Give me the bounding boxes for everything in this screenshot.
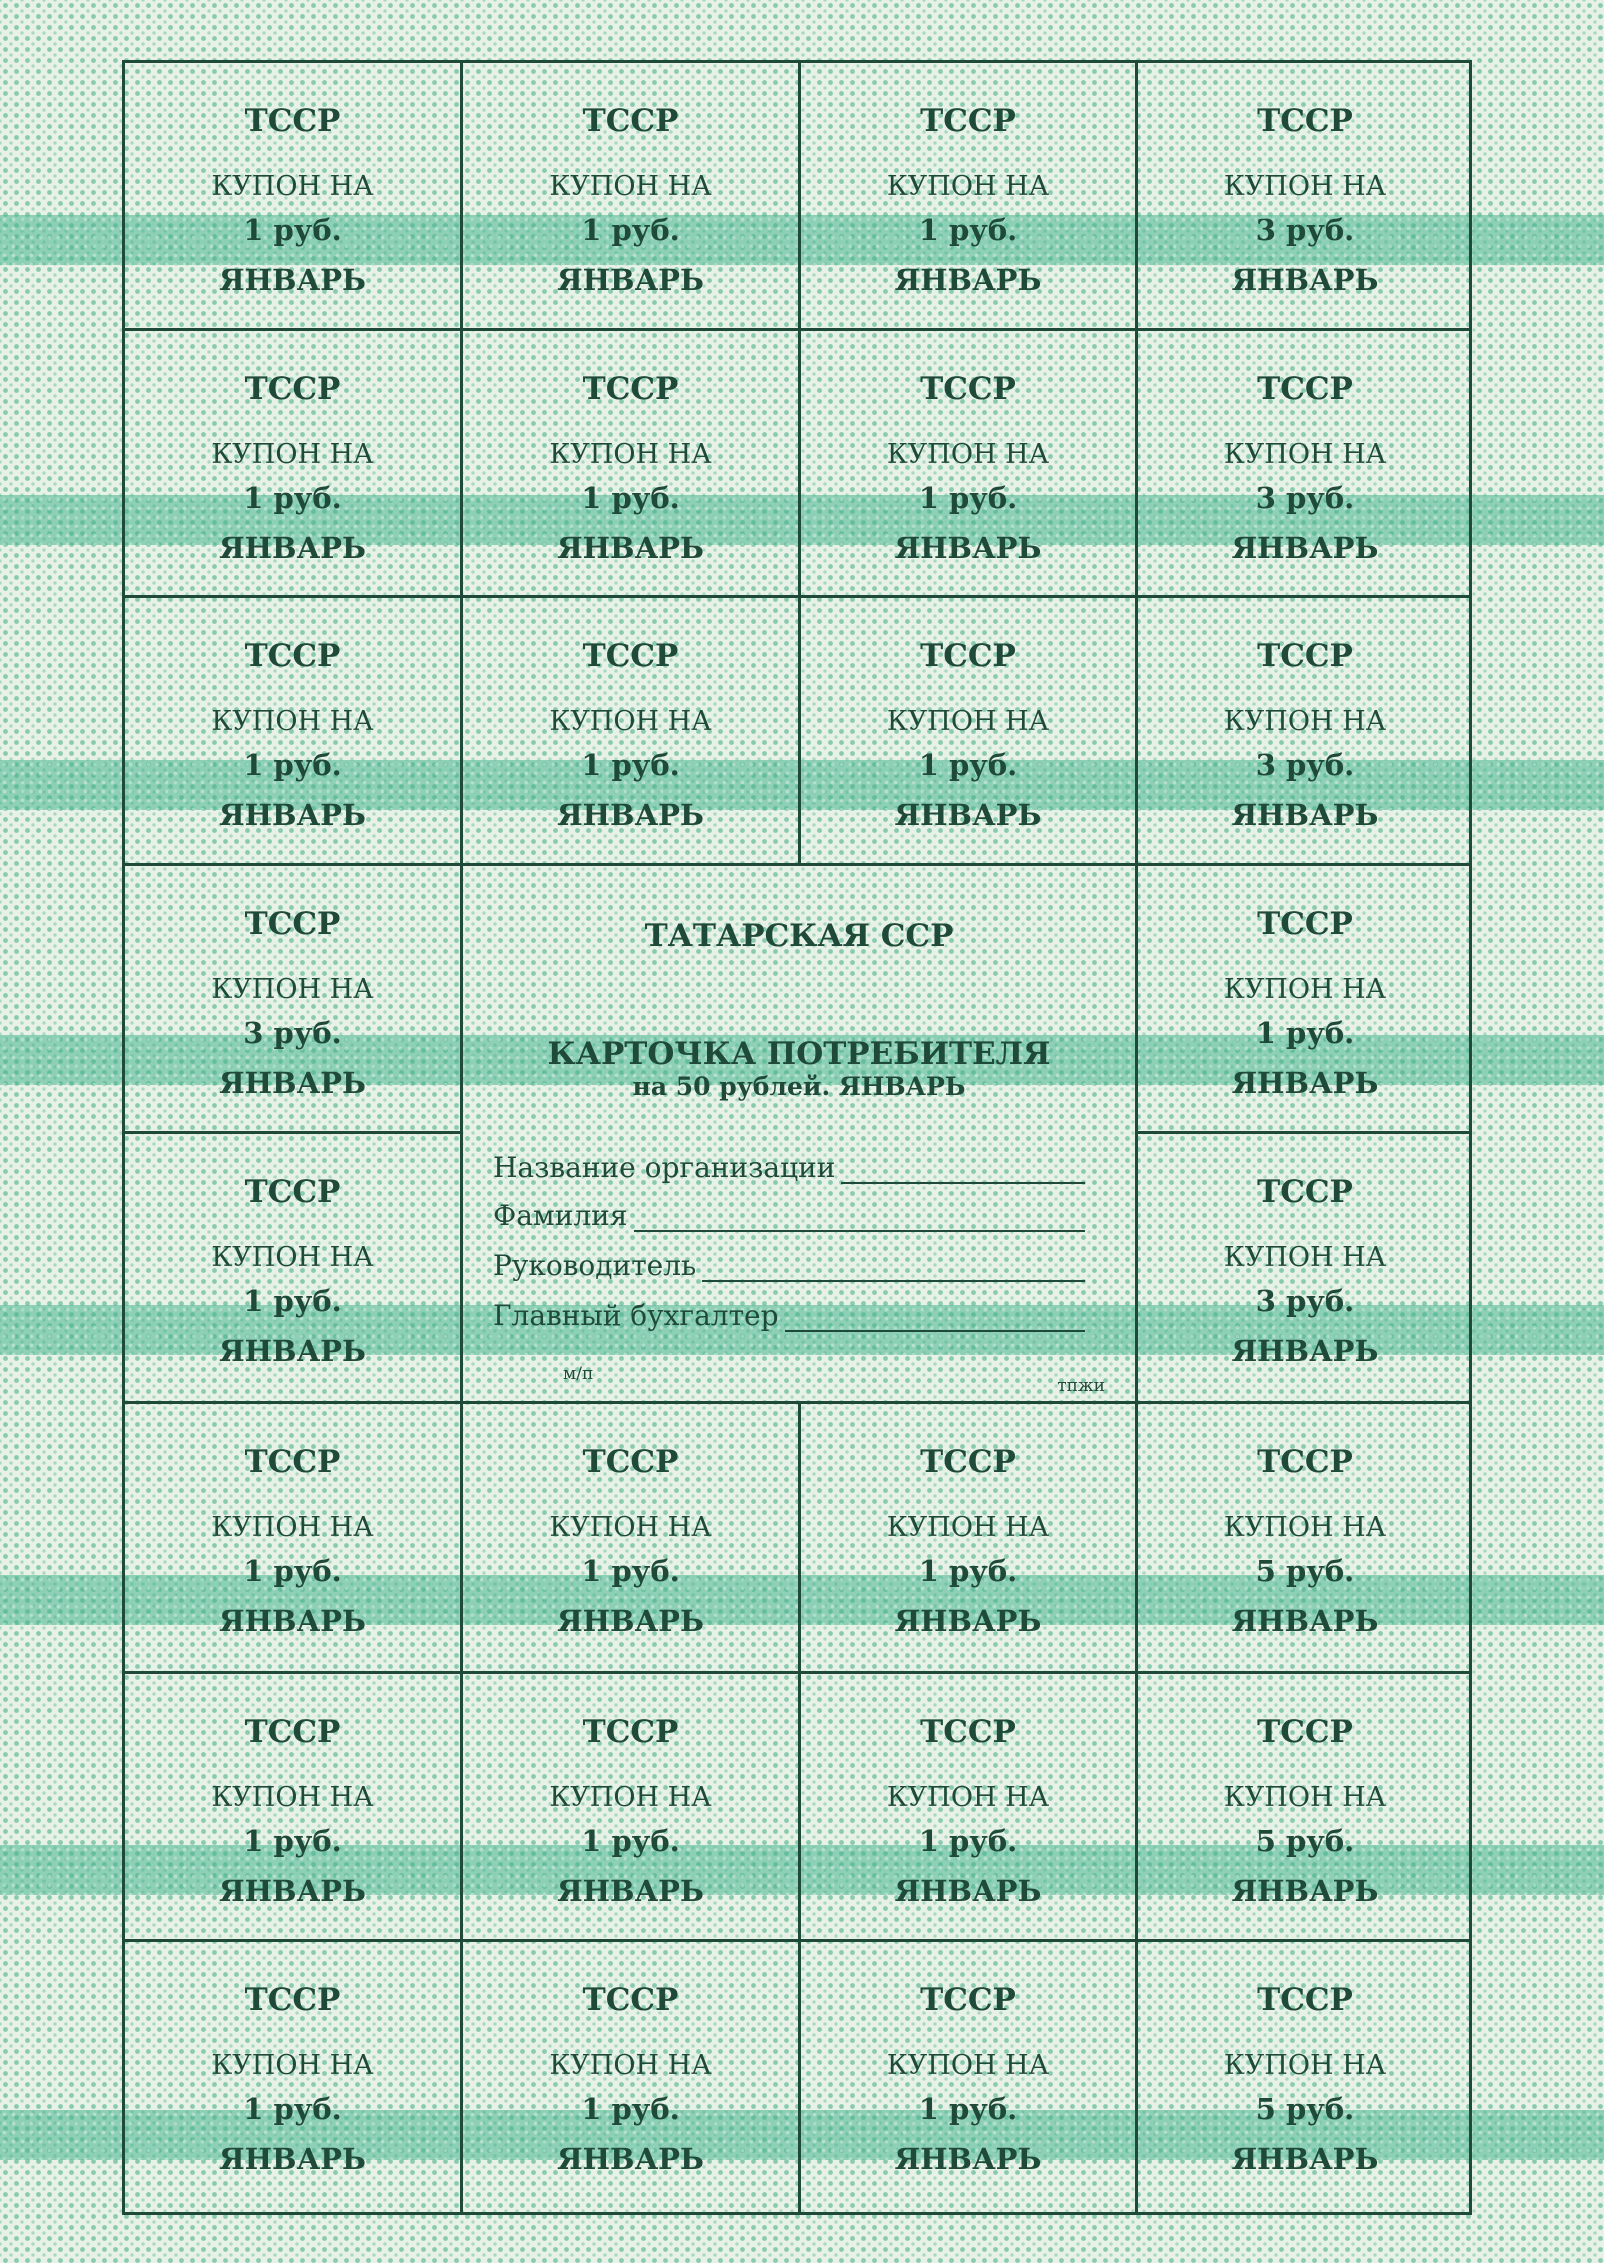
coupon-month: ЯНВАРЬ bbox=[894, 1604, 1042, 1638]
coupon-republic: ТССР bbox=[920, 1444, 1016, 1480]
coupon bbox=[125, 1134, 463, 1404]
coupon-month: ЯНВАРЬ bbox=[1231, 798, 1379, 832]
coupon-month: ЯНВАРЬ bbox=[1231, 1066, 1379, 1100]
coupon-amount: 1 руб. bbox=[581, 1554, 680, 1588]
coupon-amount: 3 руб. bbox=[243, 1016, 342, 1050]
coupon-month: ЯНВАРЬ bbox=[557, 1874, 704, 1908]
coupon bbox=[1138, 1674, 1472, 1942]
coupon-amount: 3 руб. bbox=[1255, 1284, 1355, 1318]
coupon-republic: ТССР bbox=[244, 103, 341, 139]
coupon-amount: 1 руб. bbox=[918, 481, 1018, 515]
coupon bbox=[801, 598, 1138, 866]
coupon-month: ЯНВАРЬ bbox=[219, 531, 366, 565]
coupon bbox=[801, 1674, 1138, 1942]
coupon-amount: 1 руб. bbox=[918, 1554, 1018, 1588]
field-line bbox=[702, 1252, 1085, 1282]
printer-mark: тпжи bbox=[1057, 1376, 1105, 1396]
coupon-month: ЯНВАРЬ bbox=[1231, 1874, 1379, 1908]
coupon-label: КУПОН НА bbox=[211, 974, 374, 1005]
coupon-month: ЯНВАРЬ bbox=[1231, 2142, 1379, 2176]
coupon-amount: 1 руб. bbox=[581, 213, 680, 247]
coupon-month: ЯНВАРЬ bbox=[1231, 263, 1379, 297]
coupon-amount: 1 руб. bbox=[918, 213, 1018, 247]
coupon-republic: ТССР bbox=[244, 1444, 341, 1480]
coupon-republic: ТССР bbox=[1257, 906, 1353, 942]
coupon-label: КУПОН НА bbox=[1223, 439, 1387, 470]
card-subtitle: на 50 рублей. ЯНВАРЬ bbox=[632, 1072, 966, 1101]
coupon bbox=[1138, 1134, 1472, 1404]
coupon-republic: ТССР bbox=[244, 638, 341, 674]
coupon-month: ЯНВАРЬ bbox=[1231, 531, 1379, 565]
coupon-label: КУПОН НА bbox=[886, 706, 1050, 737]
coupon-amount: 1 руб. bbox=[918, 748, 1018, 782]
coupon bbox=[801, 1942, 1138, 2212]
coupon-label: КУПОН НА bbox=[1223, 706, 1387, 737]
coupon-month: ЯНВАРЬ bbox=[1231, 1334, 1379, 1368]
coupon-republic: ТССР bbox=[582, 638, 679, 674]
coupon-month: ЯНВАРЬ bbox=[219, 1604, 366, 1638]
coupon-republic: ТССР bbox=[920, 371, 1016, 407]
coupon-republic: ТССР bbox=[582, 371, 679, 407]
coupon-amount: 3 руб. bbox=[1255, 213, 1355, 247]
coupon bbox=[801, 1404, 1138, 1674]
coupon-republic: ТССР bbox=[1257, 1714, 1353, 1750]
coupon-republic: ТССР bbox=[1257, 371, 1353, 407]
coupon-amount: 1 руб. bbox=[918, 2092, 1018, 2126]
coupon-label: КУПОН НА bbox=[549, 171, 712, 202]
coupon-republic: ТССР bbox=[1257, 1444, 1353, 1480]
coupon bbox=[463, 331, 801, 598]
coupon-label: КУПОН НА bbox=[1223, 171, 1387, 202]
director-field[interactable] bbox=[493, 1242, 1085, 1282]
coupon bbox=[1138, 598, 1472, 866]
coupon-republic: ТССР bbox=[1257, 1174, 1353, 1210]
coupon-month: ЯНВАРЬ bbox=[557, 1604, 704, 1638]
coupon-month: ЯНВАРЬ bbox=[219, 263, 366, 297]
coupon-month: ЯНВАРЬ bbox=[894, 1874, 1042, 1908]
coupon-republic: ТССР bbox=[244, 1714, 341, 1750]
coupon-amount: 1 руб. bbox=[581, 1824, 680, 1858]
coupon-label: КУПОН НА bbox=[1223, 1242, 1387, 1273]
coupon bbox=[1138, 1942, 1472, 2212]
coupon-republic: ТССР bbox=[244, 1982, 341, 2018]
coupon-label: КУПОН НА bbox=[549, 2050, 712, 2081]
coupon bbox=[801, 63, 1138, 331]
coupon-republic: ТССР bbox=[920, 103, 1016, 139]
coupon-month: ЯНВАРЬ bbox=[894, 531, 1042, 565]
coupon-month: ЯНВАРЬ bbox=[219, 1066, 366, 1100]
coupon-republic: ТССР bbox=[920, 1982, 1016, 2018]
field-line bbox=[841, 1154, 1085, 1184]
coupon-republic: ТССР bbox=[582, 1714, 679, 1750]
coupon-month: ЯНВАРЬ bbox=[219, 1334, 366, 1368]
coupon-month: ЯНВАРЬ bbox=[894, 2142, 1042, 2176]
coupon bbox=[463, 1404, 801, 1674]
stamp-place-label: м/п bbox=[563, 1364, 594, 1384]
coupon bbox=[463, 598, 801, 866]
coupon-month: ЯНВАРЬ bbox=[1231, 1604, 1379, 1638]
coupon bbox=[463, 1674, 801, 1942]
coupon-amount: 3 руб. bbox=[1255, 481, 1355, 515]
coupon-label: КУПОН НА bbox=[1223, 1512, 1387, 1543]
field-label: Главный бухгалтер bbox=[493, 1299, 779, 1332]
coupon bbox=[125, 1942, 463, 2212]
coupon-republic: ТССР bbox=[1257, 638, 1353, 674]
coupon-label: КУПОН НА bbox=[211, 706, 374, 737]
coupon-label: КУПОН НА bbox=[886, 1512, 1050, 1543]
coupon-amount: 1 руб. bbox=[243, 1554, 342, 1588]
coupon bbox=[463, 63, 801, 331]
coupon-amount: 1 руб. bbox=[581, 481, 680, 515]
coupon bbox=[1138, 331, 1472, 598]
coupon-amount: 1 руб. bbox=[243, 1284, 342, 1318]
coupon-amount: 1 руб. bbox=[581, 748, 680, 782]
coupon-month: ЯНВАРЬ bbox=[219, 2142, 366, 2176]
coupon-label: КУПОН НА bbox=[1223, 974, 1387, 1005]
coupon-label: КУПОН НА bbox=[211, 171, 374, 202]
field-label: Руководитель bbox=[493, 1249, 697, 1282]
coupon-sheet bbox=[122, 60, 1472, 2215]
surname-field[interactable] bbox=[493, 1192, 1085, 1232]
coupon-republic: ТССР bbox=[244, 906, 341, 942]
coupon-republic: ТССР bbox=[920, 1714, 1016, 1750]
coupon-label: КУПОН НА bbox=[211, 1512, 374, 1543]
coupon bbox=[801, 331, 1138, 598]
coupon bbox=[125, 866, 463, 1134]
coupon-amount: 5 руб. bbox=[1255, 2092, 1355, 2126]
coupon-republic: ТССР bbox=[1257, 1982, 1353, 2018]
coupon bbox=[125, 63, 463, 331]
coupon-label: КУПОН НА bbox=[211, 1242, 374, 1273]
card-title: КАРТОЧКА ПОТРЕБИТЕЛЯ bbox=[547, 1036, 1051, 1072]
consumer-card-panel bbox=[463, 866, 1138, 1404]
chief-accountant-field[interactable] bbox=[493, 1292, 1085, 1332]
coupon bbox=[125, 1404, 463, 1674]
coupon-month: ЯНВАРЬ bbox=[557, 2142, 704, 2176]
coupon-month: ЯНВАРЬ bbox=[557, 798, 704, 832]
coupon-amount: 1 руб. bbox=[581, 2092, 680, 2126]
coupon-month: ЯНВАРЬ bbox=[557, 531, 704, 565]
coupon-republic: ТССР bbox=[244, 1174, 341, 1210]
coupon bbox=[1138, 866, 1472, 1134]
coupon-amount: 1 руб. bbox=[243, 481, 342, 515]
coupon-amount: 1 руб. bbox=[243, 748, 342, 782]
coupon-republic: ТССР bbox=[1257, 103, 1353, 139]
coupon-label: КУПОН НА bbox=[211, 2050, 374, 2081]
coupon-amount: 5 руб. bbox=[1255, 1554, 1355, 1588]
coupon-republic: ТССР bbox=[582, 1982, 679, 2018]
coupon-label: КУПОН НА bbox=[1223, 2050, 1387, 2081]
coupon-label: КУПОН НА bbox=[886, 171, 1050, 202]
coupon-republic: ТССР bbox=[582, 103, 679, 139]
coupon bbox=[1138, 63, 1472, 331]
coupon-republic: ТССР bbox=[244, 371, 341, 407]
coupon-label: КУПОН НА bbox=[211, 1782, 374, 1813]
field-label: Название организации bbox=[493, 1151, 836, 1184]
organization-field[interactable] bbox=[493, 1144, 1085, 1184]
coupon-republic: ТССР bbox=[582, 1444, 679, 1480]
coupon bbox=[125, 1674, 463, 1942]
coupon-label: КУПОН НА bbox=[886, 2050, 1050, 2081]
coupon bbox=[125, 331, 463, 598]
coupon-label: КУПОН НА bbox=[1223, 1782, 1387, 1813]
coupon-label: КУПОН НА bbox=[211, 439, 374, 470]
field-line bbox=[634, 1202, 1086, 1232]
coupon-month: ЯНВАРЬ bbox=[894, 263, 1042, 297]
coupon-amount: 1 руб. bbox=[243, 2092, 342, 2126]
coupon-amount: 1 руб. bbox=[243, 213, 342, 247]
coupon-month: ЯНВАРЬ bbox=[219, 798, 366, 832]
coupon-amount: 1 руб. bbox=[918, 1824, 1018, 1858]
coupon-month: ЯНВАРЬ bbox=[219, 1874, 366, 1908]
coupon-month: ЯНВАРЬ bbox=[557, 263, 704, 297]
coupon-label: КУПОН НА bbox=[549, 1512, 712, 1543]
coupon bbox=[125, 598, 463, 866]
coupon-label: КУПОН НА bbox=[549, 439, 712, 470]
coupon-label: КУПОН НА bbox=[886, 439, 1050, 470]
field-line bbox=[785, 1302, 1085, 1332]
coupon-month: ЯНВАРЬ bbox=[894, 798, 1042, 832]
field-label: Фамилия bbox=[493, 1199, 628, 1232]
coupon bbox=[463, 1942, 801, 2212]
coupon-label: КУПОН НА bbox=[549, 1782, 712, 1813]
coupon-amount: 5 руб. bbox=[1255, 1824, 1355, 1858]
coupon-amount: 3 руб. bbox=[1255, 748, 1355, 782]
coupon-amount: 1 руб. bbox=[243, 1824, 342, 1858]
coupon-label: КУПОН НА bbox=[886, 1782, 1050, 1813]
coupon-amount: 1 руб. bbox=[1255, 1016, 1355, 1050]
coupon-republic: ТССР bbox=[920, 638, 1016, 674]
republic-title: ТАТАРСКАЯ ССР bbox=[644, 918, 954, 954]
coupon bbox=[1138, 1404, 1472, 1674]
coupon-label: КУПОН НА bbox=[549, 706, 712, 737]
